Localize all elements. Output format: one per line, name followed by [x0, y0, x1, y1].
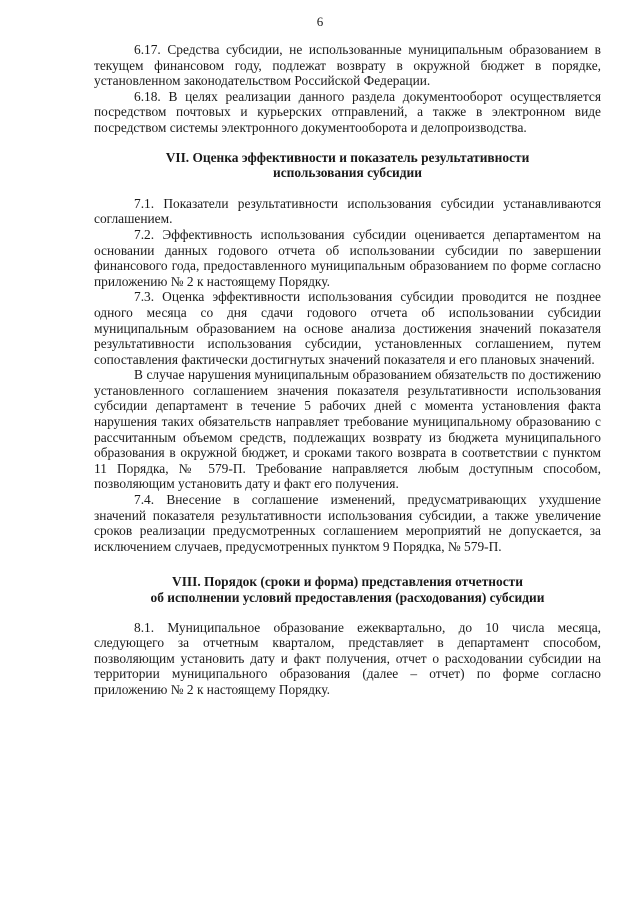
- paragraph-7-3-violation: В случае нарушения муниципальным образованием обязательств по достижению установленного соглашением значения показателя результативности использования субсидии департамент в течение 5 рабочих дней с момента установления факта нарушения таких обязательств направляет требование муниципальному образованию с рассчитанным объемом средств, подлежащих возврату из бюджета муниципального образования в окружной бюджет, и сроками такого возврата в соответствии с пунктом 11 Порядка, № 579-П. Требование направляется любым доступным способом, позволяющим установить дату и факт его получения.: [94, 367, 601, 492]
- paragraph-8-1: 8.1. Муниципальное образование ежеквартально, до 10 числа месяца, следующего за отчетным кварталом, представляет в департамент способом, позволяющим установить дату и факт получения, отчет о расходовании субсидии на территории муниципального образования (далее – отчет) по форме согласно приложению № 2 к настоящему Порядку.: [94, 619, 601, 697]
- section-heading-line: об исполнении условий предоставления (расходования) субсидии: [150, 590, 545, 605]
- paragraph-7-1: 7.1. Показатели результативности использования субсидии устанавливаются соглашением.: [94, 195, 601, 227]
- paragraph-7-4: 7.4. Внесение в соглашение изменений, предусматривающих ухудшение значений показателя результативности использования субсидии, а также увеличение сроков реализации предусмотренных соглашением мероприятий не допускается, за исключением случаев, предусмотренных пунктом 9 Порядка, № 579-П.: [94, 492, 601, 554]
- page-number: 6: [316, 14, 324, 29]
- section-heading-line: использования субсидии: [273, 165, 422, 181]
- section-heading-viii: [94, 574, 601, 605]
- paragraph-6-17: 6.17. Средства субсидии, не использованные муниципальным образованием в текущем финансовом году, подлежат возврату в окружной бюджет в порядке, установленном законодательством Российской Федерации.: [94, 42, 601, 89]
- paragraph-7-2: 7.2. Эффективность использования субсидии оценивается департаментом на основании данных годового отчета об использовании субсидии по завершении финансового года, предоставленного муниципальным образованием по форме согласно приложению № 2 к настоящему Порядку.: [94, 226, 601, 289]
- section-heading-vii: [94, 150, 601, 181]
- section-heading-line: VII. Оценка эффективности и показатель результативности: [165, 149, 530, 165]
- paragraph-7-3: 7.3. Оценка эффективности использования субсидии проводится не позднее одного месяца со дня сдачи годового отчета об использовании субсидии муниципальным образованием на основе анализа достижения значений показателя результативности использования субсидии, установленных соглашением, путем сопоставления фактически достигнутых значений показателя и его плановых значений.: [94, 289, 601, 367]
- document-body: [94, 40, 601, 698]
- paragraph-6-18: 6.18. В целях реализации данного раздела документооборот осуществляется посредством почтовых и курьерских отправлений, а также в электронном виде посредством системы электронного документооборота и делопроизводства.: [94, 88, 601, 135]
- section-heading-line: VIII. Порядок (сроки и форма) представления отчетности: [172, 574, 523, 590]
